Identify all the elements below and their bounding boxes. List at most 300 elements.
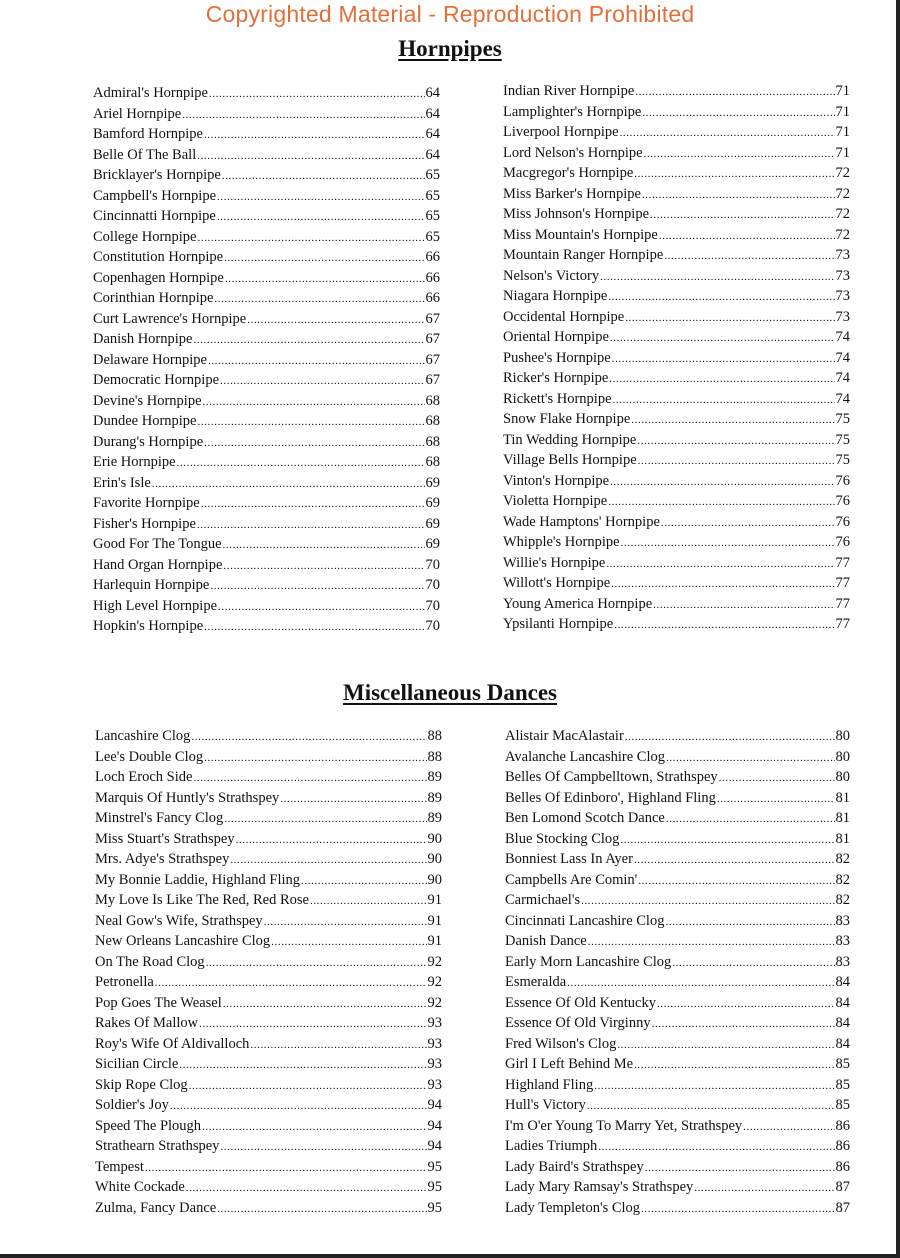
dot-leader: [610, 327, 835, 348]
dot-leader: [223, 993, 427, 1014]
entry-page-number: 93: [427, 1076, 442, 1093]
entry-page-number: 95: [427, 1199, 442, 1216]
dot-leader: [609, 368, 834, 389]
dot-leader: [250, 1034, 426, 1055]
dot-leader: [301, 870, 427, 891]
dot-leader: [199, 1013, 426, 1034]
index-entry: [505, 1013, 850, 1034]
dot-leader: [204, 747, 426, 768]
dot-leader: [222, 165, 425, 186]
dot-leader: [650, 204, 834, 225]
index-entry: [95, 911, 442, 932]
entry-title: Dundee Hornpipe: [93, 413, 197, 429]
entry-page-number: 85: [835, 1097, 850, 1113]
entry-title: Essence Of Old Kentucky: [505, 994, 656, 1011]
entry-title: Loch Eroch Side: [95, 769, 193, 785]
entry-title: Rakes Of Mallow: [95, 1015, 199, 1031]
entry-title: Constitution Hornpipe: [93, 249, 224, 265]
entry-title: My Love Is Like The Red, Red Rose: [95, 892, 309, 908]
entry-page-number: 81: [835, 830, 850, 847]
index-entry: [95, 747, 442, 768]
index-entry: [503, 512, 850, 533]
dot-leader: [264, 911, 427, 932]
entry-title: Harlequin Hornpipe: [93, 577, 210, 593]
dot-leader: [155, 972, 427, 993]
entry-title: Zulma, Fancy Dance: [95, 1199, 217, 1216]
entry-title: Campbells Are Comin': [505, 871, 638, 888]
dot-leader: [638, 870, 834, 891]
dot-leader: [638, 450, 835, 471]
entry-page-number: 73: [835, 308, 850, 325]
entry-page-number: 65: [425, 208, 440, 224]
entry-page-number: 74: [835, 329, 850, 345]
entry-title: Lady Baird's Strathspey: [505, 1158, 644, 1175]
entry-title: Neal Gow's Wife, Strathspey: [95, 912, 263, 929]
entry-title: Good For The Tongue: [93, 536, 222, 552]
index-entry: [503, 163, 850, 184]
entry-page-number: 64: [425, 126, 440, 142]
index-entry: [93, 452, 440, 473]
entry-title: Copenhagen Hornpipe: [93, 269, 224, 286]
dot-leader: [201, 493, 425, 514]
entry-page-number: 93: [427, 1035, 442, 1052]
index-entry: [93, 83, 440, 104]
entry-title: Miss Mountain's Hornpipe: [503, 226, 658, 243]
index-entry: [95, 849, 442, 870]
index-entry: [93, 165, 440, 186]
index-entry: [505, 952, 850, 973]
index-entry: [95, 1013, 442, 1034]
entry-title: Ricker's Hornpipe: [503, 370, 609, 386]
entry-title: Campbell's Hornpipe: [93, 187, 217, 204]
index-entry: [95, 1116, 442, 1137]
index-entry: [505, 890, 850, 911]
index-entry: [503, 348, 850, 369]
dot-leader: [612, 348, 835, 369]
entry-title: Durang's Hornpipe: [93, 433, 204, 450]
entry-page-number: 83: [835, 933, 850, 949]
dot-leader: [224, 808, 426, 829]
dot-leader: [666, 808, 835, 829]
entry-page-number: 81: [835, 810, 850, 826]
index-entry: [93, 186, 440, 207]
index-entry: [95, 767, 442, 788]
index-entry: [95, 726, 442, 747]
dot-leader: [620, 122, 835, 143]
dot-leader: [743, 1116, 834, 1137]
entry-page-number: 72: [835, 185, 850, 202]
entry-title: Pushee's Hornpipe: [503, 349, 611, 366]
index-entry: [505, 993, 850, 1014]
entry-page-number: 65: [425, 187, 440, 204]
entry-title: Cincinnati Lancashire Clog: [505, 912, 665, 929]
dot-leader: [193, 329, 424, 350]
dot-leader: [218, 596, 424, 617]
dot-leader: [208, 350, 425, 371]
index-entry: [93, 145, 440, 166]
index-entry: [95, 890, 442, 911]
entry-title: Belles Of Edinboro', Highland Fling: [505, 789, 716, 806]
entry-title: Tempest: [95, 1158, 144, 1175]
dot-leader: [145, 1157, 427, 1178]
dot-leader: [204, 124, 425, 145]
entry-title: Indian River Hornpipe: [503, 83, 635, 99]
entry-title: Mrs. Adye's Strathspey: [95, 851, 230, 867]
index-entry: [503, 614, 850, 635]
dot-leader: [606, 553, 834, 574]
dot-leader: [587, 1095, 835, 1116]
entry-title: Mountain Ranger Hornpipe: [503, 247, 664, 263]
index-entry: [505, 1136, 850, 1157]
entry-page-number: 84: [835, 1035, 850, 1052]
entry-title: College Hornpipe: [93, 228, 197, 245]
entry-page-number: 71: [835, 144, 850, 161]
entry-page-number: 70: [425, 577, 440, 593]
index-entry: [503, 266, 850, 287]
entry-page-number: 91: [427, 892, 442, 908]
index-entry: [503, 245, 850, 266]
index-entry: [93, 391, 440, 412]
entry-page-number: 76: [835, 513, 850, 530]
entry-title: Carmichael's: [505, 892, 581, 908]
dot-leader: [225, 268, 425, 289]
entry-page-number: 66: [425, 269, 440, 286]
index-entry: [505, 972, 850, 993]
dot-leader: [152, 473, 425, 494]
index-entry: [93, 206, 440, 227]
index-entry: [503, 491, 850, 512]
entry-title: Skip Rope Clog: [95, 1076, 188, 1093]
entry-page-number: 84: [835, 1015, 850, 1031]
dot-leader: [217, 186, 424, 207]
entry-page-number: 80: [835, 769, 850, 785]
index-entry: [503, 327, 850, 348]
dot-leader: [177, 452, 425, 473]
entry-page-number: 90: [427, 851, 442, 867]
entry-page-number: 77: [835, 616, 850, 632]
entry-page-number: 95: [427, 1158, 442, 1175]
dot-leader: [631, 409, 834, 430]
entry-page-number: 84: [835, 974, 850, 990]
entry-title: Highland Fling: [505, 1076, 594, 1093]
entry-title: Miss Barker's Hornpipe: [503, 185, 641, 202]
entry-page-number: 91: [427, 933, 442, 949]
index-entry: [503, 81, 850, 102]
entry-title: Alistair MacAlastair: [505, 728, 624, 744]
entry-title: Favorite Hornpipe: [93, 495, 200, 511]
index-entry: [505, 849, 850, 870]
entry-title: Ypsilanti Hornpipe: [503, 616, 614, 632]
entry-page-number: 90: [427, 871, 442, 888]
entry-title: Wade Hamptons' Hornpipe: [503, 513, 660, 530]
entry-page-number: 83: [835, 912, 850, 929]
entry-title: Ladies Triumph: [505, 1138, 598, 1154]
page-edge-right: [896, 0, 900, 1258]
dot-leader: [280, 788, 426, 809]
dot-leader: [197, 514, 425, 535]
entry-title: Cincinnatti Hornpipe: [93, 208, 216, 224]
entry-page-number: 82: [835, 871, 850, 888]
entry-title: Willott's Hornpipe: [503, 575, 611, 591]
dot-leader: [634, 163, 834, 184]
entry-title: Bonniest Lass In Ayer: [505, 851, 633, 867]
index-entry: [503, 389, 850, 410]
dot-leader: [224, 247, 424, 268]
index-entry: [95, 972, 442, 993]
dot-leader: [661, 512, 835, 533]
dot-leader: [203, 391, 425, 412]
dot-leader: [641, 1198, 834, 1219]
entry-page-number: 75: [835, 411, 850, 427]
entry-page-number: 67: [425, 351, 440, 368]
misc-dances-list-left: [95, 726, 442, 1218]
entry-title: Bricklayer's Hornpipe: [93, 167, 221, 183]
dot-leader: [637, 430, 834, 451]
entry-title: Speed The Plough: [95, 1117, 202, 1134]
index-entry: [95, 1054, 442, 1075]
entry-title: Marquis Of Huntly's Strathspey: [95, 789, 280, 806]
entry-page-number: 77: [835, 554, 850, 571]
dot-leader: [666, 747, 835, 768]
entry-title: Village Bells Hornpipe: [503, 452, 637, 468]
entry-page-number: 86: [835, 1138, 850, 1154]
index-entry: [505, 829, 850, 850]
index-entry: [93, 227, 440, 248]
entry-page-number: 69: [425, 474, 440, 491]
entry-page-number: 92: [427, 974, 442, 990]
entry-title: Belle Of The Ball: [93, 146, 197, 163]
entry-page-number: 81: [835, 789, 850, 806]
entry-page-number: 85: [835, 1076, 850, 1093]
entry-page-number: 93: [427, 1056, 442, 1072]
entry-page-number: 74: [835, 390, 850, 407]
dot-leader: [223, 534, 425, 555]
entry-title: Essence Of Old Virginny: [505, 1015, 651, 1031]
index-entry: [93, 309, 440, 330]
entry-page-number: 88: [427, 748, 442, 765]
dot-leader: [694, 1177, 834, 1198]
entry-page-number: 72: [835, 165, 850, 181]
entry-title: Ariel Hornpipe: [93, 105, 182, 122]
index-entry: [93, 268, 440, 289]
index-entry: [505, 931, 850, 952]
entry-page-number: 65: [425, 228, 440, 245]
index-entry: [93, 575, 440, 596]
index-entry: [95, 808, 442, 829]
entry-title: On The Road Clog: [95, 953, 205, 970]
entry-title: Early Morn Lancashire Clog: [505, 953, 672, 970]
entry-page-number: 82: [835, 892, 850, 908]
entry-title: Admiral's Hornpipe: [93, 85, 208, 101]
entry-page-number: 80: [835, 728, 850, 744]
entry-title: Lancashire Clog: [95, 728, 191, 744]
index-entry: [505, 911, 850, 932]
index-entry: [503, 204, 850, 225]
entry-title: Lady Templeton's Clog: [505, 1199, 641, 1216]
dot-leader: [197, 411, 424, 432]
entry-title: Ben Lomond Scotch Dance: [505, 810, 665, 826]
entry-page-number: 82: [835, 851, 850, 867]
copyright-watermark: Copyrighted Material - Reproduction Prohibited: [205, 1, 695, 27]
dot-leader: [719, 767, 835, 788]
index-entry: [93, 596, 440, 617]
entry-page-number: 64: [425, 85, 440, 101]
index-entry: [93, 514, 440, 535]
entry-title: Hull's Victory: [505, 1097, 586, 1113]
dot-leader: [600, 266, 834, 287]
index-entry: [93, 473, 440, 494]
entry-page-number: 91: [427, 912, 442, 929]
dot-leader: [202, 1116, 426, 1137]
index-entry: [505, 726, 850, 747]
index-entry: [503, 307, 850, 328]
dot-leader: [271, 931, 426, 952]
index-entry: [503, 409, 850, 430]
dot-leader: [588, 931, 835, 952]
index-entry: [93, 350, 440, 371]
entry-page-number: 69: [425, 515, 440, 532]
entry-title: Whipple's Hornpipe: [503, 534, 620, 550]
entry-title: Lee's Double Clog: [95, 748, 204, 765]
entry-page-number: 68: [425, 392, 440, 409]
entry-title: Erin's Isle: [93, 474, 151, 491]
entry-page-number: 72: [835, 226, 850, 243]
entry-page-number: 76: [835, 493, 850, 509]
entry-title: Lord Nelson's Hornpipe: [503, 144, 643, 161]
index-entry: [95, 1095, 442, 1116]
index-entry: [505, 1198, 850, 1219]
entry-title: Violetta Hornpipe: [503, 493, 608, 509]
entry-title: Fisher's Hornpipe: [93, 515, 196, 532]
index-entry: [93, 493, 440, 514]
index-entry: [503, 286, 850, 307]
entry-title: Esmeralda: [505, 974, 567, 990]
entry-title: Corinthian Hornpipe: [93, 290, 214, 306]
entry-title: Democratic Hornpipe: [93, 372, 220, 388]
entry-title: Hopkin's Hornpipe: [93, 618, 204, 634]
entry-title: My Bonnie Laddie, Highland Fling: [95, 871, 300, 888]
entry-title: High Level Hornpipe: [93, 597, 218, 614]
dot-leader: [644, 143, 835, 164]
dot-leader: [210, 575, 424, 596]
entry-page-number: 66: [425, 290, 440, 306]
index-entry: [505, 788, 850, 809]
page-edge-bottom: [0, 1254, 900, 1258]
index-entry: [503, 573, 850, 594]
entry-title: Minstrel's Fancy Clog: [95, 810, 224, 826]
dot-leader: [625, 726, 835, 747]
entry-title: New Orleans Lancashire Clog: [95, 933, 271, 949]
dot-leader: [642, 184, 835, 205]
section-title-misc-dances: Miscellaneous Dances: [342, 680, 557, 705]
index-entry: [503, 368, 850, 389]
index-entry: [95, 1198, 442, 1219]
entry-page-number: 83: [835, 953, 850, 970]
entry-title: Young America Hornpipe: [503, 595, 653, 612]
entry-page-number: 86: [835, 1117, 850, 1134]
index-entry: [505, 1034, 850, 1055]
dot-leader: [198, 227, 425, 248]
entry-title: Danish Dance: [505, 933, 587, 949]
entry-page-number: 92: [427, 994, 442, 1011]
index-entry: [505, 1116, 850, 1137]
entry-page-number: 95: [427, 1179, 442, 1195]
dot-leader: [581, 890, 834, 911]
index-entry: [505, 1075, 850, 1096]
entry-title: Lady Mary Ramsay's Strathspey: [505, 1179, 694, 1195]
entry-page-number: 68: [425, 454, 440, 470]
entry-page-number: 76: [835, 534, 850, 550]
dot-leader: [611, 573, 834, 594]
index-entry: [93, 555, 440, 576]
dot-leader: [204, 432, 424, 453]
index-entry: [505, 1177, 850, 1198]
dot-leader: [672, 952, 834, 973]
index-entry: [93, 288, 440, 309]
entry-title: Belles Of Campbelltown, Strathspey: [505, 769, 718, 785]
dot-leader: [608, 491, 834, 512]
index-entry: [95, 829, 442, 850]
entry-page-number: 70: [425, 618, 440, 634]
index-entry: [93, 616, 440, 637]
entry-title: Pop Goes The Weasel: [95, 994, 222, 1011]
dot-leader: [598, 1136, 834, 1157]
entry-page-number: 74: [835, 349, 850, 366]
dot-leader: [223, 555, 424, 576]
entry-page-number: 66: [425, 249, 440, 265]
dot-leader: [594, 1075, 834, 1096]
dot-leader: [220, 1136, 426, 1157]
misc-dances-list-right: [505, 726, 850, 1218]
dot-leader: [614, 614, 834, 635]
entry-page-number: 68: [425, 433, 440, 450]
entry-page-number: 87: [835, 1199, 850, 1216]
dot-leader: [193, 767, 426, 788]
dot-leader: [189, 1075, 427, 1096]
entry-title: Strathearn Strathspey: [95, 1138, 220, 1154]
entry-title: Rickett's Hornpipe: [503, 390, 612, 407]
dot-leader: [645, 1157, 835, 1178]
dot-leader: [634, 1054, 834, 1075]
index-entry: [93, 411, 440, 432]
entry-page-number: 75: [835, 452, 850, 468]
index-entry: [95, 1157, 442, 1178]
dot-leader: [209, 83, 425, 104]
index-entry: [503, 225, 850, 246]
entry-page-number: 85: [835, 1056, 850, 1072]
entry-title: Danish Hornpipe: [93, 331, 193, 347]
dot-leader: [642, 102, 834, 123]
entry-page-number: 70: [425, 556, 440, 573]
entry-page-number: 92: [427, 953, 442, 970]
index-entry: [95, 1034, 442, 1055]
section-title-hornpipes: Hornpipes: [398, 36, 502, 61]
index-entry: [95, 993, 442, 1014]
entry-title: Hand Organ Hornpipe: [93, 556, 223, 573]
entry-page-number: 94: [427, 1097, 442, 1113]
dot-leader: [664, 245, 834, 266]
index-entry: [503, 430, 850, 451]
index-entry: [95, 931, 442, 952]
entry-page-number: 90: [427, 830, 442, 847]
dot-leader: [653, 594, 834, 615]
entry-page-number: 80: [835, 748, 850, 765]
entry-title: I'm O'er Young To Marry Yet, Strathspey: [505, 1117, 743, 1134]
dot-leader: [625, 307, 834, 328]
dot-leader: [613, 389, 835, 410]
dot-leader: [652, 1013, 835, 1034]
index-entry: [503, 143, 850, 164]
